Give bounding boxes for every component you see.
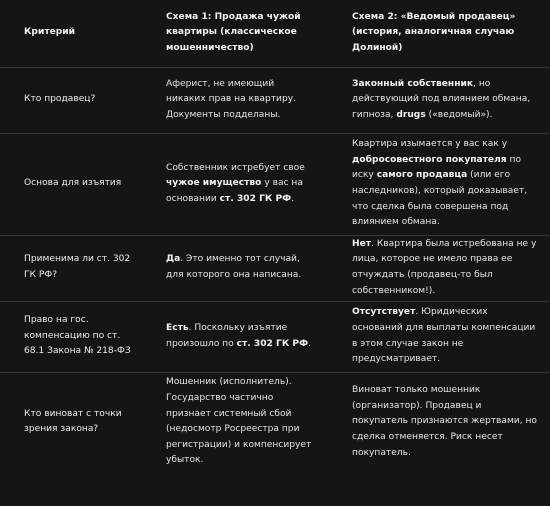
- header-criterion: Критерий: [0, 0, 142, 67]
- table-row: [0, 235, 550, 301]
- cell-bold: чужое имущество: [166, 178, 262, 189]
- cell-bold: drugs: [396, 109, 426, 120]
- scheme1-cell: [142, 133, 324, 235]
- cell-bold: Есть: [166, 322, 189, 333]
- cell-bold: Да: [166, 254, 181, 265]
- cell-bold: добросовестного покупателя: [352, 154, 507, 165]
- criterion-cell: Кто продавец?: [0, 67, 142, 133]
- scheme1-cell: [142, 235, 324, 301]
- cell-bold: Отсутствует: [352, 307, 416, 318]
- table-row: [0, 301, 550, 372]
- cell-text: у вас на основании: [166, 178, 303, 204]
- cell-text: Квартира изымается у вас как у: [352, 139, 508, 150]
- cell-text: Собственник истребует свое: [166, 162, 305, 173]
- scheme1-cell: [142, 372, 324, 472]
- cell-bold: самого продавца: [376, 170, 468, 181]
- cell-bold: ст. 302 ГК РФ: [236, 338, 309, 349]
- cell-text: .: [308, 338, 312, 349]
- table-header-row: [0, 0, 550, 67]
- scheme2-cell: [324, 372, 550, 472]
- cell-text: («ведомый»).: [425, 109, 493, 120]
- cell-text: (или его наследников), который доказывает, что сделка была совершена под влиянием обмана.: [352, 170, 528, 228]
- cell-text: . Юридических оснований для выплаты компенсации в этом случае закон не предусматривает.: [352, 307, 536, 365]
- table-row: [0, 372, 550, 472]
- cell-text: по иску: [352, 154, 522, 181]
- criterion-cell: Право на гос. компенсацию по ст. 68.1 Закона № 218-ФЗ: [0, 301, 142, 372]
- scheme2-cell: [324, 301, 550, 372]
- scheme1-cell: [142, 301, 324, 372]
- cell-text: Виноват только мошенник (организатор). Продавец и покупатель признаются жертвами, но сделка отменяется. Риск несет покупатель.: [352, 385, 538, 458]
- cell-text: . Это именно тот случай, для которого она написана.: [166, 254, 302, 280]
- cell-text: Мошенник (исполнитель). Государство частично признает системный сбой (недосмотр Росреестра при регистрации) и компенсирует убыток.: [166, 377, 312, 466]
- scheme2-cell: [324, 133, 550, 235]
- cell-text: Аферист, не имеющий никаких прав на квартиру. Документы подделаны.: [166, 78, 296, 120]
- cell-text: . Поскольку изъятие произошло по: [166, 322, 288, 349]
- table-row: [0, 133, 550, 235]
- scheme1-cell: [142, 67, 324, 133]
- scheme2-cell: [324, 235, 550, 301]
- cell-text: .: [291, 193, 295, 204]
- cell-text: , но действующий под влиянием обмана, гипноза,: [352, 78, 531, 120]
- criterion-cell: Применима ли ст. 302 ГК РФ?: [0, 235, 142, 301]
- cell-bold: Законный собственник: [352, 78, 474, 89]
- criterion-cell: Кто виноват с точки зрения закона?: [24, 408, 122, 435]
- cell-text: . Квартира была истребована не у лица, которое не имело права ее отчуждать (продавец-то был собственником!).: [352, 238, 537, 296]
- cell-bold: ст. 302 ГК РФ: [219, 193, 292, 204]
- scheme2-cell: [324, 67, 550, 133]
- cell-bold: Нет: [352, 238, 372, 249]
- header-scheme-1: Схема 1: Продажа чужой квартиры (классическое мошенничество): [142, 0, 324, 67]
- criterion-cell: Основа для изъятия: [0, 133, 142, 235]
- header-scheme-2: Схема 2: «Ведомый продавец» (история, аналогичная случаю Долиной): [324, 0, 550, 67]
- table-row: [0, 67, 550, 133]
